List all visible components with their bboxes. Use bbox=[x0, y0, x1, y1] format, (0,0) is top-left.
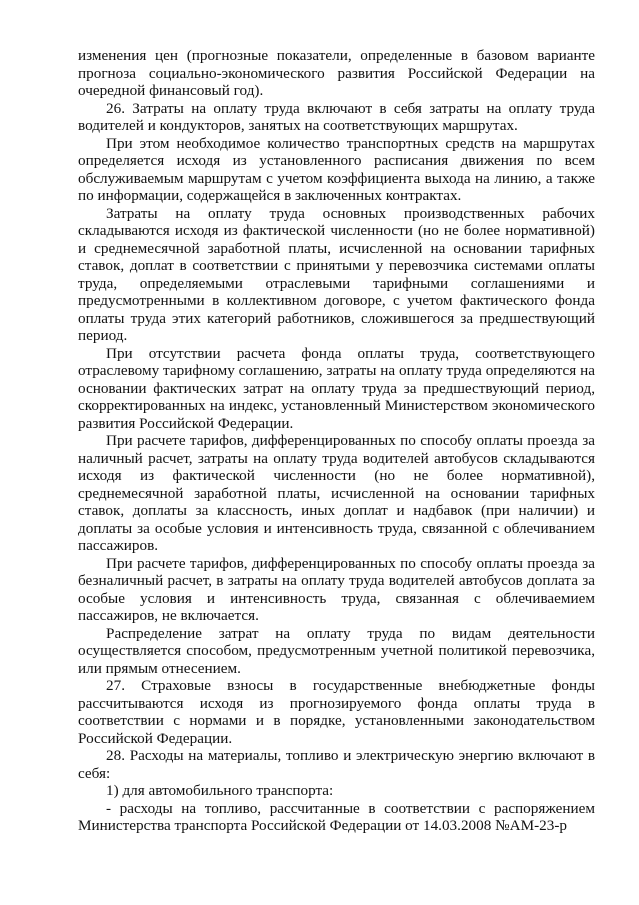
paragraph: 1) для автомобильного транспорта: bbox=[106, 782, 334, 799]
paragraph: При отсутствии расчета фонда оплаты труда, соответствующего отраслевому тарифному соглашению, затраты на оплату труда определяются на основании фактических затрат на оплату труда за предшествующий период, скорректированных на индекс, установленный Министерством экономического развития Российской Федерации. bbox=[78, 344, 595, 432]
paragraph: Распределение затрат на оплату труда по видам деятельности осуществляется способом, предусмотренным учетной политикой перевозчика, или прямым отнесением. bbox=[78, 624, 595, 677]
paragraph: При расчете тарифов, дифференцированных по способу оплаты проезда за наличный расчет, затраты на оплату труда водителей автобусов складываются исходя из фактической численности (но не более нормативной), среднемесячной заработной платы, исчисленной на основании тарифных ставок, доплаты за классность, иных доплат и надбавок (при наличии) и доплаты за особые условия и интенсивность труда, связанной с облечиванием пассажиров. bbox=[78, 432, 595, 554]
paragraph: При этом необходимое количество транспортных средств на маршрутах определяется исходя из установленного расписания движения по всем обслуживаемым маршрутам с учетом коэффициента выхода на линию, а также по информации, содержащейся в заключенных контрактах. bbox=[78, 134, 595, 204]
paragraph: 27. Страховые взносы в государственные внебюджетные фонды рассчитываются исходя из прогнозируемого фонда оплаты труда в соответствии с нормами и в порядке, установленными законодательством Российской Федерации. bbox=[78, 677, 595, 747]
paragraph: 26. Затраты на оплату труда включают в себя затраты на оплату труда водителей и кондукторов, занятых на соответствующих маршрутах. bbox=[78, 99, 595, 134]
paragraph: 28. Расходы на материалы, топливо и электрическую энергию включают в себя: bbox=[78, 747, 595, 782]
paragraph: Затраты на оплату труда основных производственных рабочих складываются исходя из фактической численности (но не более нормативной) и среднемесячной заработной платы, исчисленной на основании тарифных ставок, доплат в соответствии с принятыми у перевозчика системами оплаты труда, определяемыми отраслевыми тарифными соглашениями и предусмотренными в коллективном договоре, с учетом фактического фонда оплаты труда этих категорий работников, сложившегося за предшествующий период. bbox=[78, 204, 595, 344]
paragraph: При расчете тарифов, дифференцированных по способу оплаты проезда за безналичный расчет, в затраты на оплату труда водителей автобусов доплата за особые условия и интенсивность труда, связанная с облечиваемием пассажиров, не включается. bbox=[78, 554, 595, 624]
document-page bbox=[78, 47, 595, 835]
paragraph: изменения цен (прогнозные показатели, определенные в базовом варианте прогноза социально-экономического развития Российской Федерации на очередной финансовый год). bbox=[78, 47, 595, 99]
paragraph: - расходы на топливо, рассчитанные в соответствии с распоряжением Министерства транспорта Российской Федерации от 14.03.2008 №АМ-23-р bbox=[78, 799, 595, 834]
